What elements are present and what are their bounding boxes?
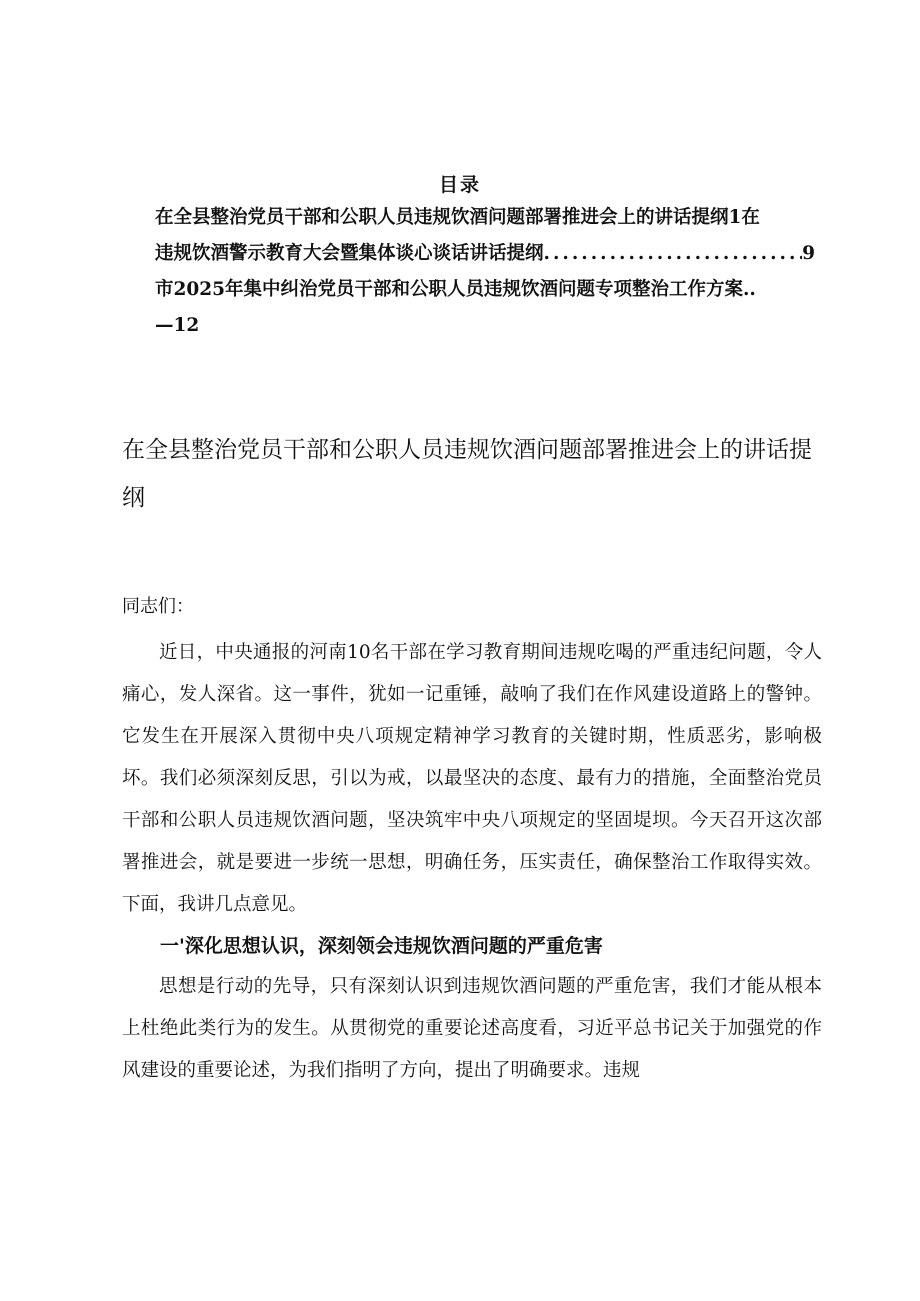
greeting: 同志们：: [122, 596, 194, 617]
table-of-contents: [155, 200, 815, 344]
toc-entry-2-page: 9: [802, 243, 815, 264]
section-heading-1: 一'深化思想认识，深刻领会违规饮酒问题的严重危害: [160, 935, 603, 957]
toc-entry-2-text: 违规饮酒警示教育大会暨集体谈心谈话讲话提纲: [155, 243, 544, 264]
document-body: [122, 632, 822, 1092]
toc-entry-3[interactable]: 市2025年集中纠治党员干部和公职人员违规饮酒问题专项整治工作方案..: [155, 279, 756, 300]
toc-entry-2[interactable]: [155, 236, 815, 272]
toc-entry-1[interactable]: 在全县整治党员干部和公职人员违规饮酒问题部署推进会上的讲话提纲1在: [155, 207, 760, 228]
toc-entry-3-page: —12: [155, 315, 200, 336]
toc-title: 目录: [438, 174, 481, 196]
document-title: 在全县整治党员干部和公职人员违规饮酒问题部署推进会上的讲话提纲: [122, 437, 812, 511]
paragraph-1: 近日，中央通报的河南10名干部在学习教育期间违规吃喝的严重违纪问题，令人痛心，发人深省。这一事件，犹如一记重锤，敲响了我们在作风建设道路上的警钟。它发生在开展深入贯彻中央八项规定精神学习教育的关键时期，性质恶劣，影响极坏。我们必须深刻反思，引以为戒，以最坚决的态度、最有力的措施，全面整治党员干部和公职人员违规饮酒问题，坚决筑牢中央八项规定的坚固堤坝。今天召开这次部署推进会，就是要进一步统一思想，明确任务，压实责任，确保整治工作取得实效。下面，我讲几点意见。: [122, 642, 822, 915]
paragraph-2: 思想是行动的先导，只有深刻认识到违规饮酒问题的严重危害，我们才能从根本上杜绝此类行为的发生。从贯彻党的重要论述高度看，习近平总书记关于加强党的作风建设的重要论述，为我们指明了方向，提出了明确要求。违规: [122, 976, 822, 1081]
toc-leader-dots: [544, 236, 803, 272]
